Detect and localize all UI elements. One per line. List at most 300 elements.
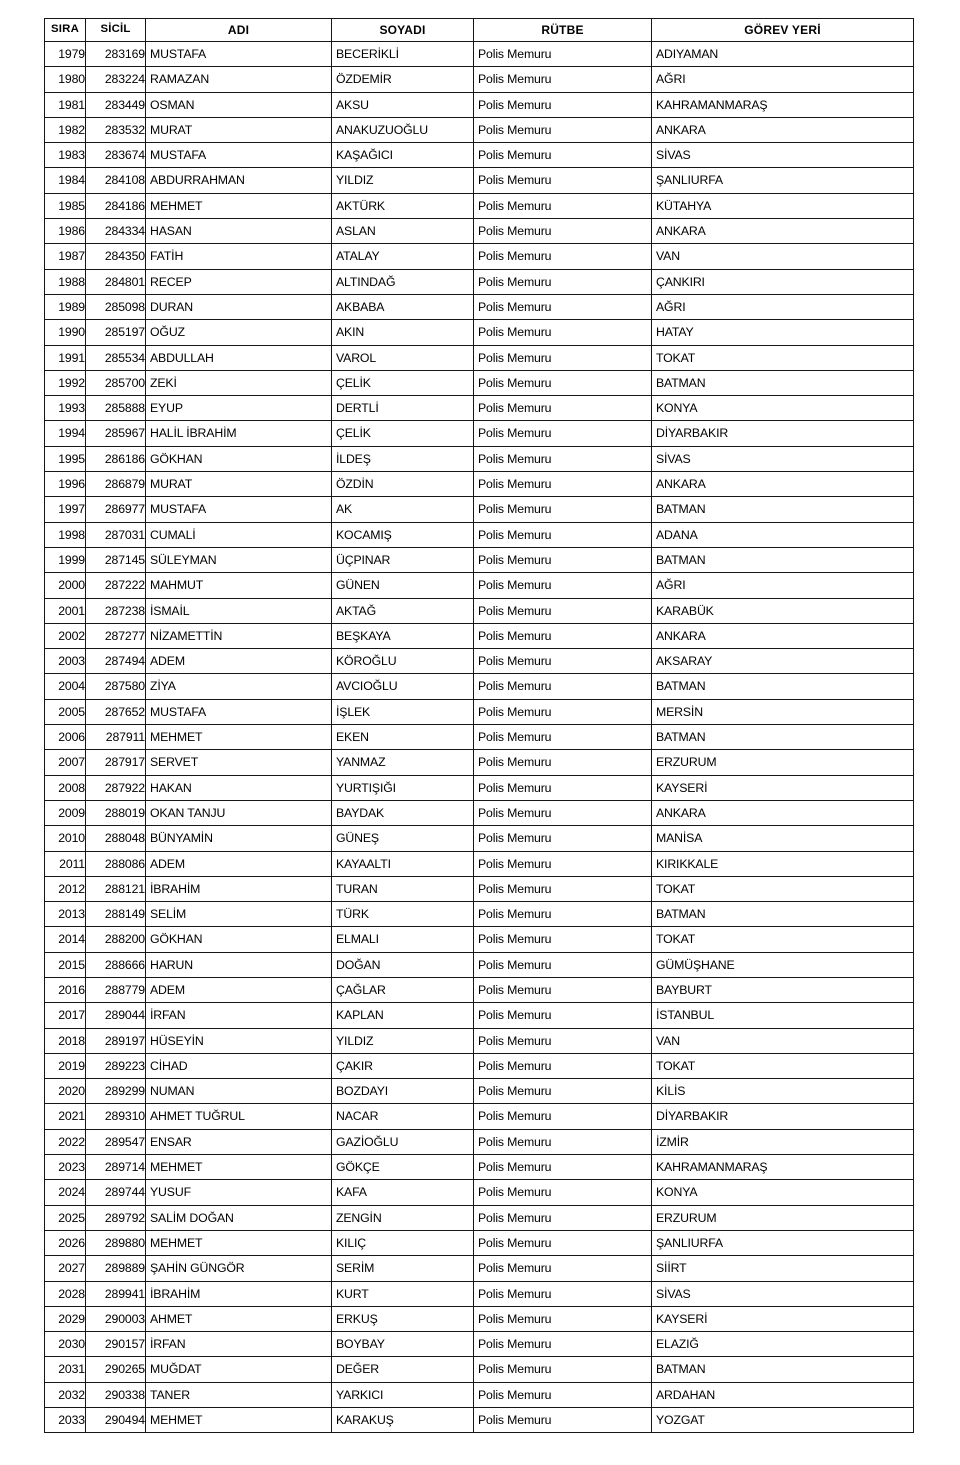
cell-sicil: 290494 [86,1408,146,1433]
cell-gorev: GÜMÜŞHANE [652,952,914,977]
cell-sira: 1988 [45,269,86,294]
cell-gorev: AĞRI [652,573,914,598]
cell-sicil: 284108 [86,168,146,193]
table-row [45,1230,914,1255]
cell-sira: 2031 [45,1357,86,1382]
table-row [45,345,914,370]
cell-gorev: DİYARBAKIR [652,421,914,446]
cell-sicil: 289941 [86,1281,146,1306]
cell-rutbe: Polis Memuru [474,294,652,319]
cell-sira: 2020 [45,1079,86,1104]
cell-sicil: 289223 [86,1053,146,1078]
cell-sicil: 285967 [86,421,146,446]
cell-soyadi: ERKUŞ [332,1306,474,1331]
table-row [45,1205,914,1230]
table-row [45,952,914,977]
cell-sira: 2029 [45,1306,86,1331]
cell-rutbe: Polis Memuru [474,396,652,421]
cell-sicil: 287222 [86,573,146,598]
cell-adi: AHMET [146,1306,332,1331]
cell-soyadi: ASLAN [332,219,474,244]
cell-sira: 2011 [45,851,86,876]
table-row [45,1306,914,1331]
cell-soyadi: KAŞAĞICI [332,143,474,168]
cell-soyadi: ÖZDEMİR [332,67,474,92]
cell-gorev: KAHRAMANMARAŞ [652,1155,914,1180]
table-row [45,168,914,193]
cell-gorev: SİVAS [652,143,914,168]
cell-sira: 2030 [45,1332,86,1357]
cell-rutbe: Polis Memuru [474,1306,652,1331]
cell-sira: 2000 [45,573,86,598]
table-header-row [45,19,914,42]
cell-soyadi: EKEN [332,725,474,750]
cell-sira: 2006 [45,725,86,750]
cell-adi: İRFAN [146,1003,332,1028]
cell-rutbe: Polis Memuru [474,927,652,952]
cell-sira: 2023 [45,1155,86,1180]
cell-gorev: TOKAT [652,1053,914,1078]
cell-gorev: BATMAN [652,725,914,750]
cell-adi: İRFAN [146,1332,332,1357]
table-body [45,42,914,1433]
table-row [45,1332,914,1357]
cell-sicil: 289299 [86,1079,146,1104]
cell-soyadi: YILDIZ [332,168,474,193]
table-row [45,1003,914,1028]
cell-adi: ABDURRAHMAN [146,168,332,193]
cell-adi: MUSTAFA [146,42,332,67]
cell-soyadi: ALTINDAĞ [332,269,474,294]
cell-soyadi: KILIÇ [332,1230,474,1255]
cell-adi: ADEM [146,977,332,1002]
cell-sicil: 283674 [86,143,146,168]
table-row [45,927,914,952]
table-row [45,1155,914,1180]
cell-adi: İBRAHİM [146,1281,332,1306]
table-row [45,244,914,269]
cell-soyadi: BECERİKLİ [332,42,474,67]
cell-sira: 2014 [45,927,86,952]
cell-soyadi: YURTIŞIĞI [332,775,474,800]
cell-sicil: 290338 [86,1382,146,1407]
cell-rutbe: Polis Memuru [474,320,652,345]
cell-sira: 1989 [45,294,86,319]
cell-adi: MEHMET [146,193,332,218]
cell-adi: EYUP [146,396,332,421]
cell-adi: CİHAD [146,1053,332,1078]
cell-gorev: BATMAN [652,497,914,522]
cell-sira: 1990 [45,320,86,345]
table-row [45,674,914,699]
cell-sira: 2007 [45,750,86,775]
cell-sira: 2018 [45,1028,86,1053]
cell-sira: 2005 [45,699,86,724]
cell-rutbe: Polis Memuru [474,977,652,1002]
table-row [45,750,914,775]
cell-gorev: TOKAT [652,345,914,370]
cell-gorev: SİVAS [652,446,914,471]
cell-rutbe: Polis Memuru [474,42,652,67]
roster-page [44,18,913,1433]
cell-rutbe: Polis Memuru [474,1256,652,1281]
cell-gorev: AKSARAY [652,649,914,674]
cell-gorev: HATAY [652,320,914,345]
cell-adi: GÖKHAN [146,927,332,952]
cell-sicil: 283532 [86,117,146,142]
cell-rutbe: Polis Memuru [474,1104,652,1129]
table-row [45,320,914,345]
cell-sira: 2010 [45,826,86,851]
cell-soyadi: AKIN [332,320,474,345]
cell-soyadi: AKSU [332,92,474,117]
cell-adi: HAKAN [146,775,332,800]
cell-adi: ADEM [146,649,332,674]
cell-gorev: ANKARA [652,800,914,825]
cell-sicil: 287145 [86,547,146,572]
cell-sicil: 288200 [86,927,146,952]
cell-rutbe: Polis Memuru [474,244,652,269]
cell-sira: 2019 [45,1053,86,1078]
cell-soyadi: BOZDAYI [332,1079,474,1104]
cell-sira: 1997 [45,497,86,522]
table-row [45,219,914,244]
table-row [45,1382,914,1407]
cell-sicil: 288121 [86,876,146,901]
column-header-rutbe: RÜTBE [474,19,652,42]
table-row [45,547,914,572]
cell-sicil: 285098 [86,294,146,319]
table-row [45,977,914,1002]
cell-adi: MUSTAFA [146,699,332,724]
cell-rutbe: Polis Memuru [474,1053,652,1078]
table-row [45,851,914,876]
cell-adi: AHMET TUĞRUL [146,1104,332,1129]
cell-gorev: ANKARA [652,472,914,497]
cell-soyadi: TÜRK [332,902,474,927]
cell-soyadi: GÜNEN [332,573,474,598]
cell-sira: 1986 [45,219,86,244]
cell-adi: RECEP [146,269,332,294]
cell-sicil: 289889 [86,1256,146,1281]
cell-sira: 1980 [45,67,86,92]
cell-gorev: KIRIKKALE [652,851,914,876]
cell-sicil: 288086 [86,851,146,876]
cell-adi: NUMAN [146,1079,332,1104]
cell-sira: 2016 [45,977,86,1002]
cell-rutbe: Polis Memuru [474,598,652,623]
cell-sicil: 285534 [86,345,146,370]
cell-gorev: İSTANBUL [652,1003,914,1028]
cell-sicil: 288666 [86,952,146,977]
cell-rutbe: Polis Memuru [474,472,652,497]
table-row [45,573,914,598]
cell-sicil: 287238 [86,598,146,623]
cell-adi: SÜLEYMAN [146,547,332,572]
column-header-adi: ADI [146,19,332,42]
cell-rutbe: Polis Memuru [474,193,652,218]
cell-adi: İSMAİL [146,598,332,623]
cell-rutbe: Polis Memuru [474,1003,652,1028]
table-row [45,826,914,851]
table-row [45,269,914,294]
cell-adi: CUMALİ [146,522,332,547]
cell-soyadi: İLDEŞ [332,446,474,471]
table-row [45,1357,914,1382]
cell-adi: ŞAHİN GÜNGÖR [146,1256,332,1281]
cell-gorev: ANKARA [652,623,914,648]
cell-sira: 2009 [45,800,86,825]
cell-adi: HALİL İBRAHİM [146,421,332,446]
cell-adi: MEHMET [146,1408,332,1433]
cell-soyadi: BEŞKAYA [332,623,474,648]
cell-adi: ZEKİ [146,370,332,395]
cell-adi: MUSTAFA [146,497,332,522]
cell-rutbe: Polis Memuru [474,775,652,800]
cell-soyadi: TURAN [332,876,474,901]
cell-gorev: ADIYAMAN [652,42,914,67]
cell-gorev: BATMAN [652,1357,914,1382]
cell-sicil: 289197 [86,1028,146,1053]
cell-sira: 2027 [45,1256,86,1281]
cell-rutbe: Polis Memuru [474,1230,652,1255]
table-row [45,193,914,218]
cell-soyadi: KAYAALTI [332,851,474,876]
cell-soyadi: BOYBAY [332,1332,474,1357]
cell-sira: 2013 [45,902,86,927]
cell-sicil: 288149 [86,902,146,927]
cell-rutbe: Polis Memuru [474,1079,652,1104]
cell-adi: MEHMET [146,1155,332,1180]
cell-gorev: KAHRAMANMARAŞ [652,92,914,117]
cell-soyadi: ÇAKIR [332,1053,474,1078]
cell-rutbe: Polis Memuru [474,92,652,117]
cell-sira: 2021 [45,1104,86,1129]
cell-soyadi: KAFA [332,1180,474,1205]
cell-rutbe: Polis Memuru [474,1408,652,1433]
cell-rutbe: Polis Memuru [474,345,652,370]
cell-sicil: 287911 [86,725,146,750]
cell-sira: 1998 [45,522,86,547]
table-row [45,92,914,117]
cell-sira: 2001 [45,598,86,623]
cell-sira: 2015 [45,952,86,977]
table-row [45,1256,914,1281]
cell-gorev: YOZGAT [652,1408,914,1433]
cell-soyadi: AKTÜRK [332,193,474,218]
cell-gorev: ERZURUM [652,750,914,775]
cell-soyadi: AVCIOĞLU [332,674,474,699]
table-row [45,472,914,497]
cell-sira: 2033 [45,1408,86,1433]
cell-gorev: BATMAN [652,547,914,572]
cell-gorev: AĞRI [652,67,914,92]
cell-rutbe: Polis Memuru [474,623,652,648]
cell-sira: 1992 [45,370,86,395]
table-header [45,19,914,42]
cell-gorev: MERSİN [652,699,914,724]
cell-adi: MEHMET [146,1230,332,1255]
cell-rutbe: Polis Memuru [474,800,652,825]
table-row [45,1281,914,1306]
cell-rutbe: Polis Memuru [474,168,652,193]
cell-rutbe: Polis Memuru [474,699,652,724]
cell-soyadi: KURT [332,1281,474,1306]
cell-rutbe: Polis Memuru [474,573,652,598]
cell-sicil: 289744 [86,1180,146,1205]
cell-adi: SELİM [146,902,332,927]
personnel-roster-table [44,18,914,1433]
table-row [45,143,914,168]
cell-adi: OSMAN [146,92,332,117]
cell-sicil: 286186 [86,446,146,471]
cell-sicil: 289310 [86,1104,146,1129]
cell-sicil: 287652 [86,699,146,724]
cell-soyadi: ÜÇPINAR [332,547,474,572]
cell-sicil: 285197 [86,320,146,345]
cell-soyadi: ANAKUZUOĞLU [332,117,474,142]
cell-soyadi: DOĞAN [332,952,474,977]
cell-sicil: 287922 [86,775,146,800]
cell-soyadi: KÖROĞLU [332,649,474,674]
cell-soyadi: AKBABA [332,294,474,319]
cell-soyadi: ÇELİK [332,421,474,446]
cell-adi: GÖKHAN [146,446,332,471]
cell-gorev: ELAZIĞ [652,1332,914,1357]
cell-sira: 2004 [45,674,86,699]
cell-sira: 2032 [45,1382,86,1407]
cell-sira: 1987 [45,244,86,269]
cell-rutbe: Polis Memuru [474,67,652,92]
cell-gorev: AĞRI [652,294,914,319]
cell-gorev: TOKAT [652,876,914,901]
table-row [45,497,914,522]
table-row [45,117,914,142]
cell-sira: 1985 [45,193,86,218]
cell-sira: 1982 [45,117,86,142]
cell-soyadi: AKTAĞ [332,598,474,623]
cell-rutbe: Polis Memuru [474,497,652,522]
cell-rutbe: Polis Memuru [474,1180,652,1205]
cell-gorev: BATMAN [652,370,914,395]
cell-gorev: DİYARBAKIR [652,1104,914,1129]
cell-adi: MURAT [146,472,332,497]
cell-gorev: KARABÜK [652,598,914,623]
cell-soyadi: BAYDAK [332,800,474,825]
cell-soyadi: DEĞER [332,1357,474,1382]
table-row [45,294,914,319]
table-row [45,1053,914,1078]
cell-adi: FATİH [146,244,332,269]
cell-adi: HASAN [146,219,332,244]
cell-soyadi: ATALAY [332,244,474,269]
cell-adi: MEHMET [146,725,332,750]
cell-rutbe: Polis Memuru [474,1281,652,1306]
cell-adi: OKAN TANJU [146,800,332,825]
cell-soyadi: NACAR [332,1104,474,1129]
cell-sira: 1994 [45,421,86,446]
cell-sicil: 289880 [86,1230,146,1255]
cell-soyadi: KARAKUŞ [332,1408,474,1433]
cell-gorev: ARDAHAN [652,1382,914,1407]
column-header-sira: SIRA [45,19,86,42]
cell-sicil: 283169 [86,42,146,67]
cell-gorev: ŞANLIURFA [652,168,914,193]
cell-rutbe: Polis Memuru [474,674,652,699]
cell-sicil: 284186 [86,193,146,218]
cell-sicil: 287917 [86,750,146,775]
cell-gorev: ERZURUM [652,1205,914,1230]
cell-gorev: MANİSA [652,826,914,851]
cell-soyadi: ÇAĞLAR [332,977,474,1002]
cell-sira: 1999 [45,547,86,572]
cell-sicil: 288048 [86,826,146,851]
cell-rutbe: Polis Memuru [474,547,652,572]
cell-sira: 2024 [45,1180,86,1205]
cell-rutbe: Polis Memuru [474,1357,652,1382]
table-row [45,1408,914,1433]
cell-adi: MURAT [146,117,332,142]
cell-sira: 2022 [45,1129,86,1154]
table-row [45,800,914,825]
cell-adi: HARUN [146,952,332,977]
cell-rutbe: Polis Memuru [474,649,652,674]
table-row [45,725,914,750]
cell-sicil: 287580 [86,674,146,699]
cell-sira: 1979 [45,42,86,67]
cell-gorev: VAN [652,1028,914,1053]
table-row [45,446,914,471]
cell-sicil: 290003 [86,1306,146,1331]
cell-soyadi: KOCAMIŞ [332,522,474,547]
cell-soyadi: YILDIZ [332,1028,474,1053]
cell-sira: 2025 [45,1205,86,1230]
cell-gorev: ŞANLIURFA [652,1230,914,1255]
cell-sira: 2008 [45,775,86,800]
cell-rutbe: Polis Memuru [474,1028,652,1053]
cell-rutbe: Polis Memuru [474,117,652,142]
cell-soyadi: GÖKÇE [332,1155,474,1180]
cell-soyadi: ZENGİN [332,1205,474,1230]
table-row [45,1129,914,1154]
cell-gorev: KONYA [652,1180,914,1205]
cell-sira: 1993 [45,396,86,421]
cell-sicil: 285888 [86,396,146,421]
cell-adi: SALİM DOĞAN [146,1205,332,1230]
cell-sira: 2026 [45,1230,86,1255]
column-header-gorev-yeri: GÖREV YERİ [652,19,914,42]
cell-rutbe: Polis Memuru [474,851,652,876]
table-row [45,421,914,446]
cell-sicil: 287031 [86,522,146,547]
cell-soyadi: ÖZDİN [332,472,474,497]
column-header-sicil: SİCİL [86,19,146,42]
cell-gorev: ADANA [652,522,914,547]
cell-soyadi: DERTLİ [332,396,474,421]
cell-rutbe: Polis Memuru [474,725,652,750]
cell-gorev: KAYSERİ [652,1306,914,1331]
cell-adi: ADEM [146,851,332,876]
cell-adi: ENSAR [146,1129,332,1154]
cell-sicil: 284334 [86,219,146,244]
cell-rutbe: Polis Memuru [474,1332,652,1357]
cell-sicil: 288779 [86,977,146,1002]
cell-adi: HÜSEYİN [146,1028,332,1053]
cell-adi: OĞUZ [146,320,332,345]
cell-rutbe: Polis Memuru [474,1382,652,1407]
cell-sicil: 290265 [86,1357,146,1382]
cell-sira: 1995 [45,446,86,471]
